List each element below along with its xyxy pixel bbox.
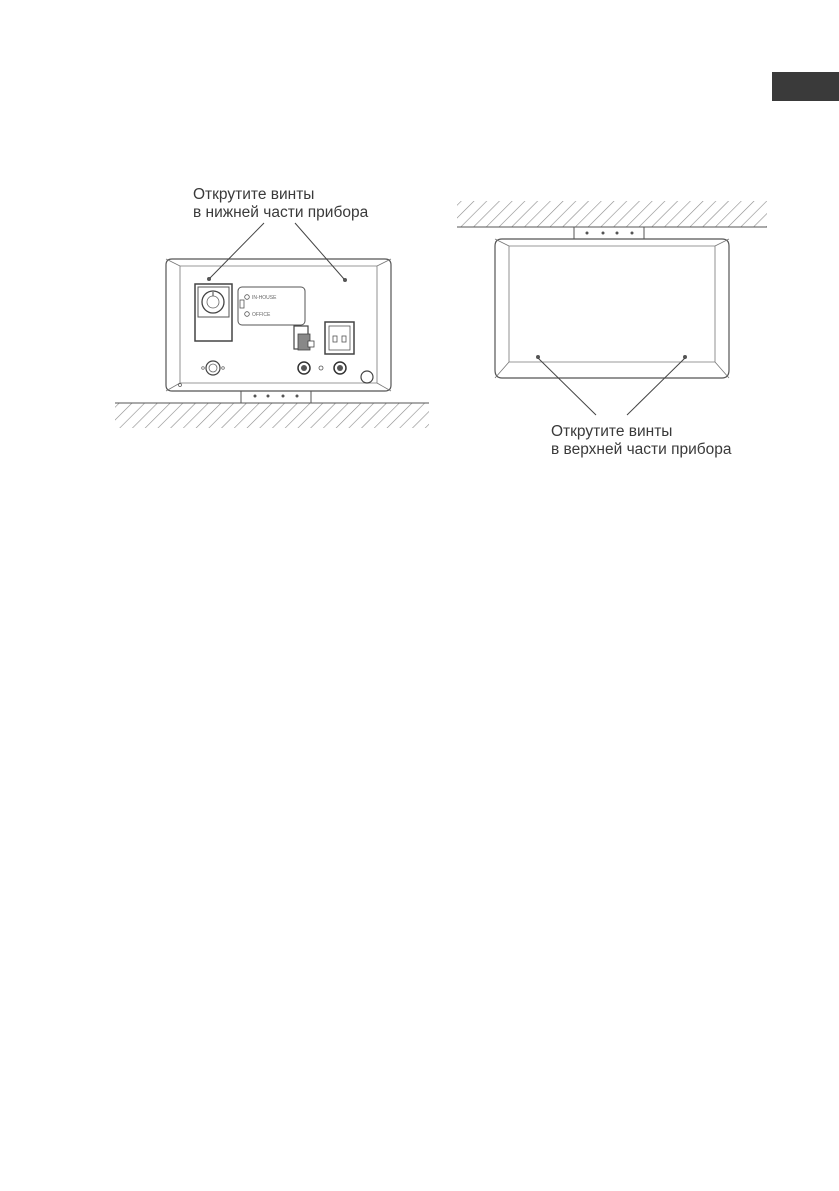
ceiling-hatch xyxy=(457,201,767,227)
caption-bottom-line1: Открутите винты xyxy=(193,186,315,203)
figure-unit-on-floor xyxy=(0,0,839,460)
caption-top-screws xyxy=(551,423,731,459)
panel-label-bottom: OFFICE xyxy=(252,312,271,318)
top-bracket xyxy=(574,227,644,239)
caption-top-line2: в верхней части прибора xyxy=(551,441,732,458)
thermostat-panel xyxy=(195,284,232,341)
figure-unit-on-floor-drawing xyxy=(0,0,839,460)
unit-body-inverted xyxy=(495,239,729,378)
panel-label-top: IN-HOUSE xyxy=(252,295,277,301)
bottom-bracket xyxy=(241,390,311,403)
caption-bottom-line2: в нижней части прибора xyxy=(193,204,369,221)
power-switch xyxy=(325,322,354,354)
floor-hatch xyxy=(115,403,429,428)
mode-label-panel xyxy=(238,287,305,325)
caption-top-line1: Открутите винты xyxy=(551,423,673,440)
